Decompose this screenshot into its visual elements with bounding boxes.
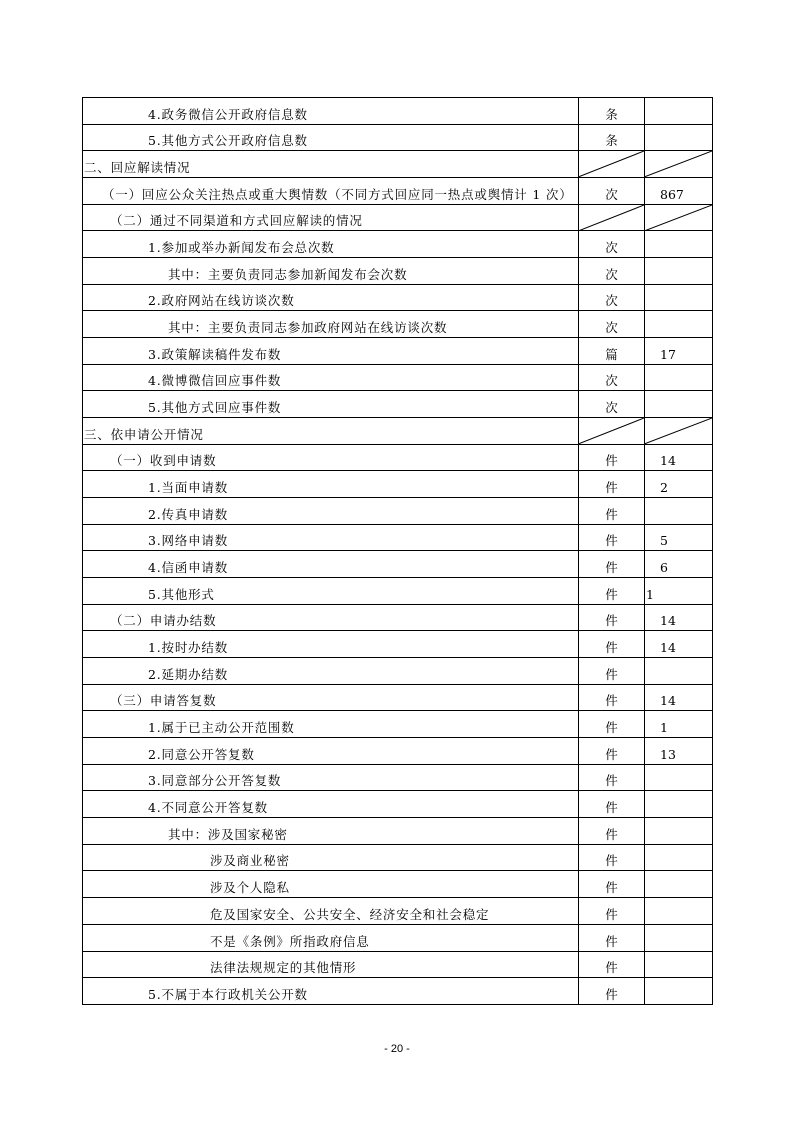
section-heading-row bbox=[83, 418, 713, 445]
diagonal-slash bbox=[579, 205, 645, 232]
item-label: 2.政府网站在线访谈次数 bbox=[83, 285, 579, 312]
unit-cell: 件 bbox=[579, 711, 645, 738]
table-row bbox=[83, 791, 713, 818]
table-row bbox=[83, 258, 713, 285]
value-cell bbox=[645, 98, 713, 125]
item-label: （二）申请办结数 bbox=[83, 605, 579, 632]
value-cell bbox=[645, 391, 713, 418]
value-cell bbox=[645, 311, 713, 338]
unit-cell: 件 bbox=[579, 498, 645, 525]
item-label: 5.其他形式 bbox=[83, 578, 579, 605]
value-cell bbox=[645, 498, 713, 525]
item-label: 其中：主要负责同志参加新闻发布会次数 bbox=[83, 258, 579, 285]
unit-cell: 件 bbox=[579, 791, 645, 818]
table-row bbox=[83, 925, 713, 952]
value-cell bbox=[645, 658, 713, 685]
value-cell bbox=[645, 925, 713, 952]
value-cell: 14 bbox=[645, 605, 713, 632]
item-label: 4.政务微信公开政府信息数 bbox=[83, 98, 579, 125]
value-cell: 2 bbox=[645, 471, 713, 498]
unit-cell: 条 bbox=[579, 125, 645, 152]
diagonal-slash bbox=[579, 151, 645, 178]
table-row bbox=[83, 525, 713, 552]
item-label: （一）收到申请数 bbox=[83, 445, 579, 472]
table-row bbox=[83, 231, 713, 258]
unit-cell: 件 bbox=[579, 765, 645, 792]
unit-cell: 件 bbox=[579, 845, 645, 872]
table-row bbox=[83, 445, 713, 472]
table-row bbox=[83, 898, 713, 925]
table-row bbox=[83, 631, 713, 658]
table-row bbox=[83, 178, 713, 205]
item-label: 3.政策解读稿件发布数 bbox=[83, 338, 579, 365]
table-row bbox=[83, 845, 713, 872]
item-label: 4.信函申请数 bbox=[83, 551, 579, 578]
unit-cell: 条 bbox=[579, 98, 645, 125]
unit-cell: 次 bbox=[579, 258, 645, 285]
table-row bbox=[83, 871, 713, 898]
section-heading: 二、回应解读情况 bbox=[83, 151, 579, 178]
table-row bbox=[83, 311, 713, 338]
item-label: （三）申请答复数 bbox=[83, 685, 579, 712]
item-label: 其中：主要负责同志参加政府网站在线访谈次数 bbox=[83, 311, 579, 338]
value-cell bbox=[645, 818, 713, 845]
unit-cell: 件 bbox=[579, 525, 645, 552]
table-row bbox=[83, 125, 713, 152]
item-label: 3.网络申请数 bbox=[83, 525, 579, 552]
table-row bbox=[83, 285, 713, 312]
subsection-heading: （二）通过不同渠道和方式回应解读的情况 bbox=[83, 205, 579, 232]
item-label: 不是《条例》所指政府信息 bbox=[83, 925, 579, 952]
unit-cell: 件 bbox=[579, 738, 645, 765]
diagonal-slash bbox=[579, 418, 645, 445]
value-cell: 14 bbox=[645, 685, 713, 712]
table-row bbox=[83, 498, 713, 525]
unit-cell: 次 bbox=[579, 365, 645, 392]
table-row bbox=[83, 658, 713, 685]
unit-cell: 件 bbox=[579, 685, 645, 712]
section-heading: 三、依申请公开情况 bbox=[83, 418, 579, 445]
item-label: （一）回应公众关注热点或重大舆情数（不同方式回应同一热点或舆情计 1 次） bbox=[83, 178, 579, 205]
value-cell: 1 bbox=[645, 711, 713, 738]
table-row bbox=[83, 471, 713, 498]
value-cell bbox=[645, 978, 713, 1005]
value-cell: 17 bbox=[645, 338, 713, 365]
statistics-table bbox=[82, 97, 713, 1005]
section-heading-row bbox=[83, 151, 713, 178]
item-label: 2.同意公开答复数 bbox=[83, 738, 579, 765]
item-label: 5.其他方式公开政府信息数 bbox=[83, 125, 579, 152]
item-label: 2.传真申请数 bbox=[83, 498, 579, 525]
unit-cell: 次 bbox=[579, 178, 645, 205]
item-label: 4.不同意公开答复数 bbox=[83, 791, 579, 818]
value-cell bbox=[645, 365, 713, 392]
value-cell: 6 bbox=[645, 551, 713, 578]
value-cell bbox=[645, 845, 713, 872]
unit-cell: 次 bbox=[579, 311, 645, 338]
item-label: 5.其他方式回应事件数 bbox=[83, 391, 579, 418]
table-row bbox=[83, 978, 713, 1005]
item-label: 2.延期办结数 bbox=[83, 658, 579, 685]
table-row bbox=[83, 605, 713, 632]
value-cell: 13 bbox=[645, 738, 713, 765]
page-number: - 20 - bbox=[384, 1043, 410, 1055]
value-cell bbox=[645, 285, 713, 312]
value-cell bbox=[645, 898, 713, 925]
unit-cell: 件 bbox=[579, 578, 645, 605]
table-row bbox=[83, 551, 713, 578]
value-cell bbox=[645, 125, 713, 152]
table-row bbox=[83, 711, 713, 738]
unit-cell: 次 bbox=[579, 285, 645, 312]
table-row bbox=[83, 338, 713, 365]
value-cell: 14 bbox=[645, 445, 713, 472]
unit-cell: 次 bbox=[579, 231, 645, 258]
table-row bbox=[83, 818, 713, 845]
value-cell: 1 bbox=[645, 578, 713, 605]
item-label: 5.不属于本行政机关公开数 bbox=[83, 978, 579, 1005]
unit-cell: 件 bbox=[579, 952, 645, 979]
table-row bbox=[83, 391, 713, 418]
item-label: 1.按时办结数 bbox=[83, 631, 579, 658]
value-cell bbox=[645, 952, 713, 979]
value-cell bbox=[645, 765, 713, 792]
unit-cell: 件 bbox=[579, 978, 645, 1005]
unit-cell: 件 bbox=[579, 818, 645, 845]
unit-cell: 件 bbox=[579, 631, 645, 658]
unit-cell: 件 bbox=[579, 605, 645, 632]
value-cell bbox=[645, 231, 713, 258]
table-row bbox=[83, 365, 713, 392]
value-cell: 867 bbox=[645, 178, 713, 205]
table-row bbox=[83, 685, 713, 712]
value-cell bbox=[645, 791, 713, 818]
unit-cell: 件 bbox=[579, 871, 645, 898]
unit-cell: 件 bbox=[579, 551, 645, 578]
value-cell: 14 bbox=[645, 631, 713, 658]
diagonal-slash bbox=[645, 418, 713, 445]
diagonal-slash bbox=[645, 151, 713, 178]
item-label: 1.参加或举办新闻发布会总次数 bbox=[83, 231, 579, 258]
value-cell bbox=[645, 258, 713, 285]
unit-cell: 件 bbox=[579, 898, 645, 925]
item-label: 涉及个人隐私 bbox=[83, 871, 579, 898]
item-label: 1.属于已主动公开范围数 bbox=[83, 711, 579, 738]
subsection-heading-row bbox=[83, 205, 713, 232]
table-row bbox=[83, 738, 713, 765]
item-label: 法律法规规定的其他情形 bbox=[83, 952, 579, 979]
item-label: 1.当面申请数 bbox=[83, 471, 579, 498]
item-label: 涉及商业秘密 bbox=[83, 845, 579, 872]
unit-cell: 篇 bbox=[579, 338, 645, 365]
item-label: 3.同意部分公开答复数 bbox=[83, 765, 579, 792]
unit-cell: 件 bbox=[579, 445, 645, 472]
value-cell bbox=[645, 871, 713, 898]
item-label: 危及国家安全、公共安全、经济安全和社会稳定 bbox=[83, 898, 579, 925]
unit-cell: 件 bbox=[579, 471, 645, 498]
diagonal-slash bbox=[645, 205, 713, 232]
item-label: 其中：涉及国家秘密 bbox=[83, 818, 579, 845]
value-cell: 5 bbox=[645, 525, 713, 552]
unit-cell: 件 bbox=[579, 658, 645, 685]
table-row bbox=[83, 765, 713, 792]
item-label: 4.微博微信回应事件数 bbox=[83, 365, 579, 392]
table-row bbox=[83, 952, 713, 979]
unit-cell: 次 bbox=[579, 391, 645, 418]
unit-cell: 件 bbox=[579, 925, 645, 952]
table-row bbox=[83, 578, 713, 605]
table-row bbox=[83, 98, 713, 125]
